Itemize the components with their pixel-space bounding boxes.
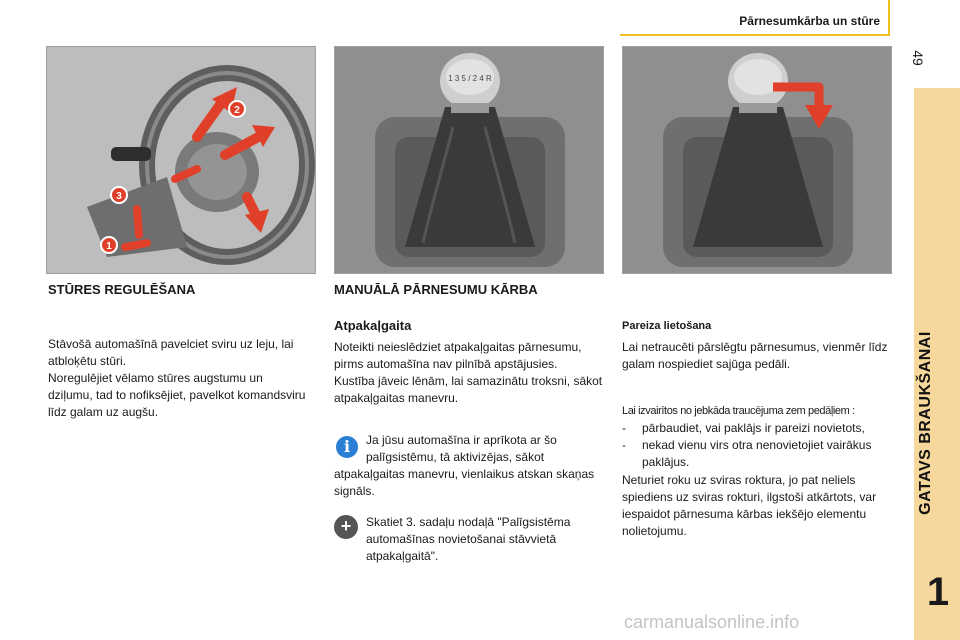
info-note — [334, 432, 606, 500]
gear-knob-photo — [334, 46, 604, 274]
callout-3: 3 — [116, 191, 122, 202]
steering-paragraph-1: Stāvošā automašīnā pavelciet sviru uz leju, lai atbloķētu stūri. — [48, 337, 294, 368]
bullet-text: pārbaudiet, vai paklājs ir pareizi novietots, — [642, 421, 865, 435]
watermark: carmanualsonline.info — [624, 612, 800, 632]
info-note-rest: atpakaļgaitas manevru, vienlaikus atskan skaņas signāls. — [334, 467, 595, 498]
gearbox-section-title: MANUĀLĀ PĀRNESUMU KĀRBA — [334, 282, 538, 297]
steering-section-title: STŪRES REGULĒŠANA — [48, 282, 196, 297]
steering-paragraph-2: Noregulējiet vēlamo stūres augstumu un dziļumu, tad to nofiksējiet, pavelkot komandsviru līdz galam uz augšu. — [48, 371, 306, 419]
page-header-title: Pārnesumkārba un stūre — [739, 14, 880, 28]
page-number: 49 — [910, 50, 926, 66]
reverse-paragraph-2: Kustība jāveic lēnām, lai samazinātu troksni, sākot atpakaļgaitas manevru. — [334, 374, 603, 405]
callout-2: 2 — [234, 105, 240, 116]
clutch-paragraph: Lai netraucēti pārslēgtu pārnesumus, vienmēr līdz galam nospiediet sajūga pedāli. — [622, 340, 888, 371]
gear-knob-label: 1 3 5 / 2 4 R — [448, 74, 492, 83]
steering-adjustment-photo — [46, 46, 316, 274]
gear-knob-reverse-photo — [622, 46, 892, 274]
list-item — [622, 437, 897, 471]
reverse-paragraph-1: Noteikti neieslēdziet atpakaļgaitas pārnesumu, pirms automašīna nav pilnībā apstājusies. — [334, 340, 582, 371]
info-note-first: Ja jūsu automašīna ir aprīkota ar šo palīgsistēmu, tā aktivizējas, sākot — [366, 433, 557, 464]
list-item — [622, 420, 897, 437]
header-tick — [888, 0, 890, 36]
pedal-warning-list — [622, 420, 897, 471]
callout-1: 1 — [106, 241, 112, 252]
correct-use-subtitle: Pareiza lietošana — [622, 320, 712, 332]
bullet-text: nekad vienu virs otra nenovietojiet vairākus paklājus. — [642, 438, 872, 469]
header-rule — [620, 34, 890, 36]
lever-paragraph: Neturiet roku uz sviras roktura, jo pat neliels spiediens uz sviras rokturi, ilgstoši atkārtots, var iespaidot pārnesuma kārbas iekšējo elementu nolietojumu. — [622, 473, 877, 538]
bullet-marker: - — [622, 421, 626, 435]
bullet-marker: - — [622, 438, 626, 452]
pedal-warning-title: Lai izvairītos no jebkāda traucējuma zem pedāļiem : — [622, 405, 855, 417]
see-also-note: Skatiet 3. sadaļu nodaļā "Palīgsistēma automašīnas novietošanai stāvvietā atpakaļgaitā". — [366, 515, 571, 563]
plus-icon: + — [334, 515, 358, 539]
chapter-number: 1 — [926, 570, 950, 614]
reverse-subtitle: Atpakaļgaita — [334, 318, 412, 333]
info-icon: i — [336, 436, 358, 458]
chapter-label: GATAVS BRAUKŠANAI — [917, 331, 934, 515]
steering-instructions — [48, 336, 310, 421]
reverse-instructions — [334, 339, 604, 407]
